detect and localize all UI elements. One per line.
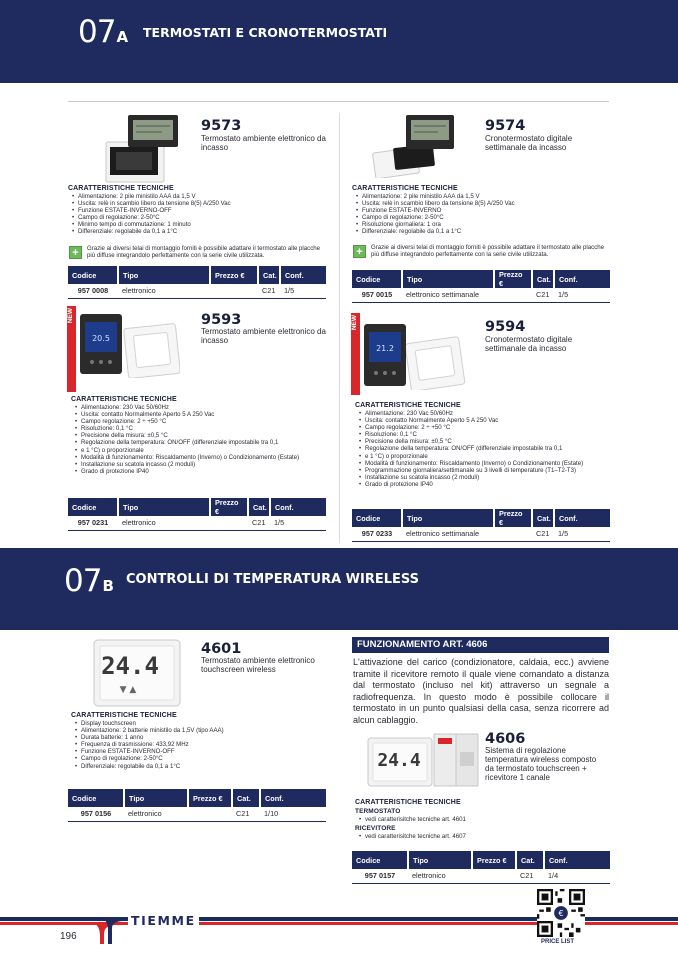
spec-item: • Modalità di funzionamento: Riscaldamento (Inverno) o Condizionamento (Estate) <box>355 460 583 467</box>
table-header: Codice Tipo Prezzo € Cat. Conf. <box>352 270 610 288</box>
product-image-9594 <box>362 320 466 390</box>
spec-item: • Differenziale: regolabile da 0,1 a 1°C <box>68 228 231 235</box>
spec-list-9573 <box>68 193 231 236</box>
spec-item: • Differenziale: regolabile da 0,1 a 1°C <box>71 763 224 770</box>
product-desc-4601: Termostato ambiente elettronico touchscreen wireless <box>201 656 315 674</box>
product-table-4606 <box>352 851 610 884</box>
table-row: 957 0156 elettronico C21 1/10 <box>68 807 326 821</box>
spec-item: • Risoluzione: 0,1 °C <box>355 431 583 438</box>
section-b-title: CONTROLLI DI TEMPERATURA WIRELESS <box>126 572 420 587</box>
table-row: 957 0015 elettronico settimanale C21 1/5 <box>352 288 610 302</box>
spec-item: • Risoluzione giornaliera: 1 ora <box>352 221 515 228</box>
product-image-9574 <box>372 112 460 178</box>
section-a-title: TERMOSTATI E CRONOTERMOSTATI <box>143 25 388 40</box>
svg-text:€: € <box>558 909 564 919</box>
new-badge-9593: NEW <box>67 306 76 392</box>
section-b-header <box>0 548 678 630</box>
product-image-9573 <box>100 112 198 184</box>
table-header: Codice Tipo Prezzo € Cat. Conf. <box>352 851 610 869</box>
spec-item: • Regolazione della temperatura: ON/OFF (differenziale impostabile tra 0,1 <box>355 445 583 452</box>
spec-item: • Durata batterie: 1 anno <box>71 734 224 741</box>
product-table-9593 <box>68 498 326 531</box>
spec-sub-termostato: TERMOSTATO <box>355 808 401 815</box>
table-row: 957 0157 elettronico C21 1/4 <box>352 869 610 883</box>
spec-item: • e 1 °C) o proporzionale <box>355 453 583 460</box>
spec-item: • vedi caratterisitche tecniche art. 4601 <box>355 816 466 823</box>
spec-item: • Modalità di funzionamento: Riscaldamento (Inverno) o Condizionamento (Estate) <box>71 454 299 461</box>
spec-item: • Alimentazione: 2 pile ministilo AAA da 1,5 V <box>352 193 515 200</box>
column-divider <box>339 113 340 543</box>
spec-item: • Funzione ESTATE-INVERNO <box>352 207 515 214</box>
product-code-4601: 4601 <box>201 641 242 657</box>
note-9574: + Grazie ai diversi telai di montaggio forniti è possibile adattare il termostato alle placche più diffuse integrandolo perfettamente con la serie civile utilizzata. <box>353 244 609 258</box>
table-row: 957 0008 elettronico C21 1/5 <box>68 284 326 298</box>
page-number: 196 <box>60 931 77 942</box>
product-image-9593 <box>80 312 180 378</box>
spec-list-9574 <box>352 193 515 236</box>
section-a-number: 07A <box>78 14 129 50</box>
product-table-4601 <box>68 789 326 822</box>
product-desc-9574: Cronotermostato digitale settimanale da incasso <box>485 134 573 152</box>
spec-sub-ricevitore: RICEVITORE <box>355 825 396 832</box>
svg-text:▼ ▲: ▼ ▲ <box>119 685 137 695</box>
product-table-9573 <box>68 266 326 299</box>
spec-item: • Campo di regolazione: 2-50°C <box>71 755 224 762</box>
spec-list-9593 <box>71 404 299 475</box>
section-a-header <box>0 0 678 83</box>
spec-item: • Uscita: relè in scambio libero da tensione 8(5) A/250 Vac <box>68 200 231 207</box>
divider <box>68 101 609 102</box>
product-code-9574: 9574 <box>485 118 526 134</box>
spec-item: • Campo di regolazione: 2-50°C <box>352 214 515 221</box>
plus-icon: + <box>69 246 82 259</box>
price-list-label: PRICE LIST <box>541 939 575 945</box>
spec-item: • Differenziale: regolabile da 0,1 a 1°C <box>352 228 515 235</box>
spec-item: • Installazione su scatola incasso (2 moduli) <box>71 461 299 468</box>
product-table-9574 <box>352 270 610 303</box>
spec-item: • Funzione ESTATE-INVERNO-OFF <box>68 207 231 214</box>
spec-list-termostato <box>355 816 466 823</box>
spec-list-4601 <box>71 720 224 770</box>
spec-item: • Alimentazione: 230 Vac 50/60Hz <box>355 410 583 417</box>
spec-item: • Grado di protezione IP40 <box>355 481 583 488</box>
display-reading: 24.4 <box>377 750 421 771</box>
spec-heading-4606: CARATTERISTICHE TECNICHE <box>355 799 461 806</box>
product-image-4601 <box>92 638 184 708</box>
note-9573: + Grazie ai diversi telai di montaggio forniti è possibile adattare il termostato alle placche più diffuse integrandolo perfettamente con la serie civile utilizzata. <box>69 245 327 259</box>
plus-icon: + <box>353 245 366 258</box>
spec-item: • Programmazione giornaliera/settimanale su 3 livelli di temperature (T1–T2-T3) <box>355 467 583 474</box>
product-table-9594 <box>352 509 610 542</box>
product-desc-9594: Cronotermostato digitale settimanale da incasso <box>485 335 573 353</box>
spec-heading-4601: CARATTERISTICHE TECNICHE <box>71 712 177 719</box>
product-code-9594: 9594 <box>485 319 526 335</box>
spec-heading-9594: CARATTERISTICHE TECNICHE <box>355 402 461 409</box>
table-header: Codice Tipo Prezzo € Cat. Conf. <box>68 498 326 516</box>
spec-item: • Frequenza di trasmissione: 433,92 MHz <box>71 741 224 748</box>
product-desc-9593: Termostato ambiente elettronico da incasso <box>201 327 326 345</box>
product-code-9593: 9593 <box>201 312 242 328</box>
spec-item: • Alimentazione: 230 Vac 50/60Hz <box>71 404 299 411</box>
spec-item: • Alimentazione: 2 pile ministilo AAA da 1,5 V <box>68 193 231 200</box>
display-reading: 24.4 <box>101 652 159 680</box>
product-desc-9573: Termostato ambiente elettronico da incasso <box>201 134 326 152</box>
brand-logo: TIEMME <box>128 913 199 928</box>
table-row: 957 0231 elettronico C21 1/5 <box>68 516 326 530</box>
spec-list-9594 <box>355 410 583 488</box>
product-image-4606 <box>366 732 480 790</box>
spec-item: • vedi caratterisitche tecniche art. 4607 <box>355 833 466 840</box>
spec-item: • Display touchscreen <box>71 720 224 727</box>
section-b-number: 07B <box>64 563 114 599</box>
display-reading: 21.2 <box>376 344 394 353</box>
product-code-4606: 4606 <box>485 731 526 747</box>
spec-heading-9593: CARATTERISTICHE TECNICHE <box>71 396 177 403</box>
spec-item: • Uscita: relè in scambio libero da tensione 8(5) A/250 Vac <box>352 200 515 207</box>
spec-item: • Installazione su scatola incasso (2 moduli) <box>355 474 583 481</box>
table-header: Codice Tipo Prezzo € Cat. Conf. <box>352 509 610 527</box>
functioning-heading: FUNZIONAMENTO ART. 4606 <box>352 637 609 653</box>
spec-item: • Alimentazione: 2 batterie ministilo da 1,5V (tipo AAA) <box>71 727 224 734</box>
spec-item: • e 1 °C) o proporzionale <box>71 447 299 454</box>
spec-item: • Grado di protezione IP40 <box>71 468 299 475</box>
product-code-9573: 9573 <box>201 118 242 134</box>
spec-item: • Minimo tempo di commutazione: 1 minuto <box>68 221 231 228</box>
spec-heading-9574: CARATTERISTICHE TECNICHE <box>352 185 458 192</box>
table-header: Codice Tipo Prezzo € Cat. Conf. <box>68 266 326 284</box>
product-desc-4606: Sistema di regolazione temperatura wireless composto da termostato touchscreen + ricevitore 1 canale <box>485 746 597 782</box>
new-badge-9594: NEW <box>351 313 360 395</box>
spec-item: • Precisione della misura: ±0,5 °C <box>71 432 299 439</box>
spec-item: • Precisione della misura: ±0,5 °C <box>355 438 583 445</box>
spec-item: • Campo regolazione: 2 ÷ +50 °C <box>71 418 299 425</box>
functioning-text: L'attivazione del carico (condizionatore, caldaia, ecc.) avviene tramite il ricevitore remoto il quale viene comandato a distanza dal termostato (incluso nel kit) attraverso un segnale a radiofrequenza. In questo modo è possibile collocare il termostato in un punto qualsiasi della casa, senza ricorrere ad alcun cablaggio. <box>353 657 609 725</box>
spec-item: • Uscita: contatto Normalmente Aperto 5 A 250 Vac <box>71 411 299 418</box>
spec-list-ricevitore <box>355 833 466 840</box>
spec-item: • Risoluzione: 0,1 °C <box>71 425 299 432</box>
spec-item: • Uscita: contatto Normalmente Aperto 5 A 250 Vac <box>355 417 583 424</box>
spec-heading-9573: CARATTERISTICHE TECNICHE <box>68 185 174 192</box>
spec-item: • Funzione ESTATE-INVERNO-OFF <box>71 748 224 755</box>
spec-item: • Regolazione della temperatura: ON/OFF (differenziale impostabile tra 0,1 <box>71 439 299 446</box>
table-row: 957 0233 elettronico settimanale C21 1/5 <box>352 527 610 541</box>
spec-item: • Campo regolazione: 2 ÷ +50 °C <box>355 424 583 431</box>
display-reading: 20.5 <box>92 334 110 343</box>
qr-code-icon[interactable] <box>537 889 585 937</box>
spec-item: • Campo di regolazione: 2-50°C <box>68 214 231 221</box>
table-header: Codice Tipo Prezzo € Cat. Conf. <box>68 789 326 807</box>
